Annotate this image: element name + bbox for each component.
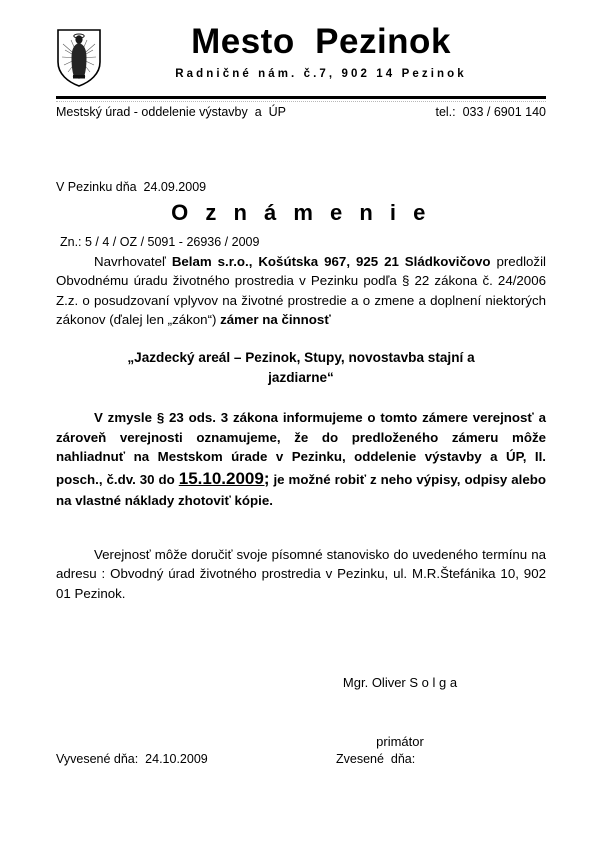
signatory-name: Mgr. Oliver S o l g a [342,675,458,690]
proposal-text: predložil Obvodnému úradu životného prostredia v Pezinku podľa § 22 zákona č. 24/2006 Z.z. o posudzovaní vplyvov na životné prostredie a o zmene a doplnení niektorých zákonov (ďalej len „zákon“) [56,254,546,328]
signatory-role: primátor [376,733,424,749]
inspection-text-part-2: je možné robiť z neho výpisy, odpisy alebo na vlastné náklady zhotoviť kópie. [56,471,546,509]
paragraph-inspection [56,408,546,510]
organization-address: Radničné nám. č.7, 902 14 Pezinok [175,67,467,80]
signature-block [300,634,500,790]
inspection-text-part-1: V zmysle § 23 ods. 3 zákona informujeme o tomto zámere verejnosť a zároveň verejnosti oznamujeme, že do predloženého zámeru môže nahliadnuť na Mestskom úrade v Pezinku, oddelenie výstavby a ÚP, II. posch., č.dv. 30 do [56,410,546,487]
header-divider-dotted [56,101,546,103]
proposer-label: Navrhovateľ [94,254,172,269]
posted-date: Vyvesené dňa: 24.10.2009 [56,752,208,766]
inspection-deadline-date: 15.10.2009; [178,468,270,488]
paragraph-spacer [56,525,546,545]
project-title-line-2: jazdiarne“ [268,370,334,386]
removed-date: Zvesené dňa: [336,752,416,766]
paragraph-proposal [56,252,546,330]
proposal-subject-label: zámer na činnosť [220,312,331,328]
page-title: O z n á m e n i e [171,200,431,225]
place-and-date: V Pezinku dňa 24.09.2009 [56,180,207,195]
reference-number: Zn.: 5 / 4 / OZ / 5091 - 26936 / 2009 [60,234,260,249]
posting-footer [56,752,496,766]
header-divider [56,96,546,99]
project-title [56,348,546,389]
document-body [56,252,546,603]
project-title-line-1: „Jazdecký areál – Pezinok, Stupy, novostavba stajní a [127,349,475,365]
pezinok-coat-of-arms-icon [56,28,102,88]
office-department: Mestský úrad - oddelenie výstavby a ÚP [56,105,286,119]
proposer-name: Belam s.r.o., Košútska 967, 925 21 Sládkovičovo [171,254,491,269]
office-phone: tel.: 033 / 6901 140 [435,105,546,119]
organization-title: Mesto Pezinok [191,22,451,61]
letterhead-text [102,24,546,80]
letterhead [56,24,546,88]
paragraph-public-comment: Verejnosť môže doručiť svoje písomné stanovisko do uvedeného termínu na adresu : Obvodný úrad životného prostredia v Pezinku, ul. M.R.Štefánika 10, 902 01 Pezinok. [56,546,546,601]
office-row [56,105,546,119]
